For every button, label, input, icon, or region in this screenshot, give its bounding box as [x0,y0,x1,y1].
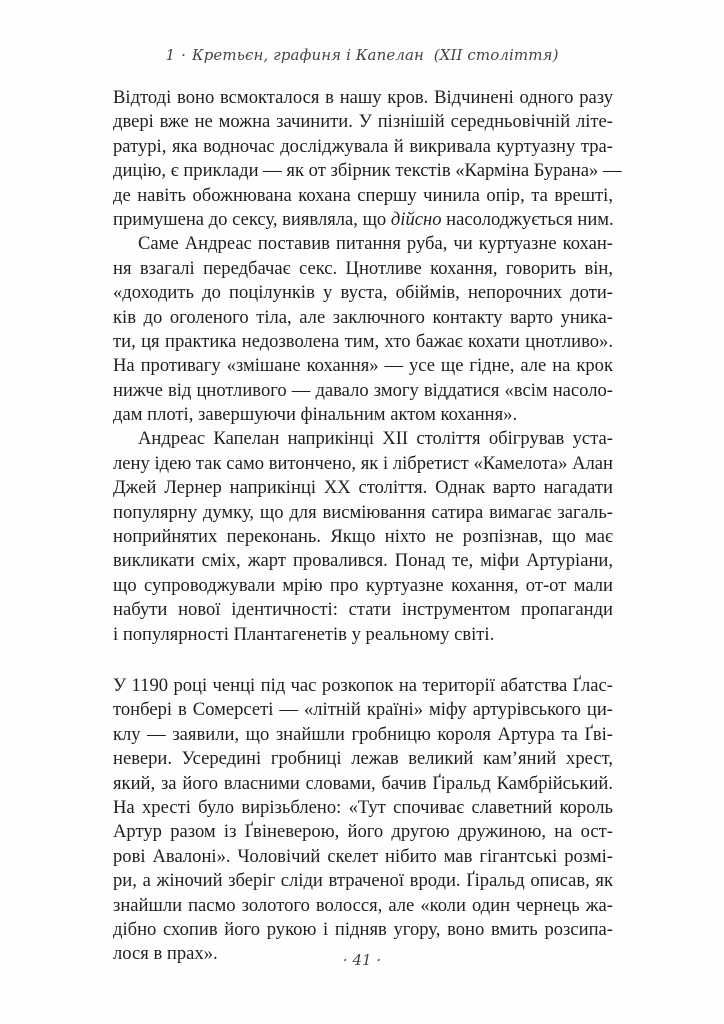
running-head [0,46,724,64]
text-line: невери. Усередині гробниці лежав великий кам’яний хрест, [113,748,613,770]
text-line: дам плоті, завершуючи фінальним актом кохання». [113,404,518,426]
text-line: тонбері в Сомерсеті — «літній країні» міфу артурівського ци- [113,699,613,721]
text-line: популярну думку, що для висміювання сатира вимагає загаль- [113,501,613,523]
text-line: що супроводжували мрію про куртуазне кохання, от-от мали [113,574,613,596]
chapter-number: 1 [165,46,176,64]
folio-dot-left: · [342,951,348,969]
text-line: рові Авалоні». Чоловічий скелет нібито мав гігантські розмі- [113,845,613,867]
emphasis-text: дійсно [390,208,442,230]
text-line: лося в прах». [113,943,218,965]
text-line: нижче від цнотливого — давало змогу віддатися «всім насоло- [113,379,613,401]
text-line: дицію, є приклади — як от збірник текстів «Карміна Бурана» — [113,160,622,182]
text-line: У 1190 році ченці під час розкопок на території абатства Ґлас- [113,674,613,696]
text-line: який, за його власними словами, бачив Ґіральд Камбрійський. [113,772,613,794]
text-fragment: примушена до сексу, виявляла, що [113,208,391,230]
section-break [113,647,613,674]
text-line: і популярності Плантагенетів у реальному світі. [113,623,495,645]
text-line: лену ідею так само витончено, як і лібретист «Камелота» Алан [113,452,613,474]
text-line: Відтоді воно всмокталося в нашу кров. Відчинені одного разу [113,87,613,108]
text-line: ня взагалі передбачає секс. Цнотливе кохання, говорить він, [113,257,613,279]
text-line: набути нової ідентичності: стати інструментом пропаганди [113,599,613,621]
text-line: На противагу «змішане кохання» — усе ще гідне, але на крок [113,355,613,377]
text-line: дібно схопив його рукою і підняв угору, воно вмить розсипа- [113,918,613,940]
text-line: ти, ця практика недозволена тим, хто бажає кохати цнотливо». [113,330,613,352]
text-line: Джей Лернер наприкінці XX століття. Однак варто нагадати [113,477,613,499]
body-text [113,86,622,967]
paragraph-3 [113,427,613,647]
text-line: знайшли пасмо золотого волосся, але «коли один чернець жа- [113,894,613,916]
text-line: ратурі, яка водночас досліджувала й викривала куртуазну тра- [113,135,613,157]
text-line: ри, а жіночий зберіг сліди втраченої вроди. Ґіральд описав, як [113,870,613,892]
page-number-footer [0,951,724,969]
text-line: викликати сміх, жарт провалився. Понад те, міфи Артуріани, [113,550,613,572]
text-line: двері вже не можна зачинити. У пізнішій середньовічній літе- [113,111,613,133]
page-number: 41 [352,951,372,969]
text-line: клу — заявили, що знайшли гробницю короля Артура та Ґві- [113,723,613,745]
text-line: Саме Андреас поставив питання руба, чи куртуазне кохан- [138,233,613,255]
text-line: На хресті було вирізьблено: «Тут спочиває славетний король [113,796,613,818]
text-fragment: насолоджується ним. [441,208,614,230]
text-line: Артур разом із Ґвіневерою, його другою дружиною, на ост- [113,821,613,843]
text-line: де навіть обожнювана кохана спершу чинила опір, та врешті, [113,184,613,206]
folio-dot-right: · [376,951,382,969]
text-line: «доходить до поцілунків у вуста, обіймів, непорочних доти- [113,282,613,304]
paragraph-1 [113,86,622,232]
paragraph-4 [113,674,613,967]
text-line: ноприйнятих переконань. Якщо ніхто не розпізнав, що має [113,526,613,548]
text-line: Андреас Капелан наприкінці XII століття обігрував уста- [138,428,613,450]
text-line: ків до оголеного тіла, але заключного контакту варто уника- [113,306,613,328]
paragraph-2 [113,232,613,427]
chapter-title: Кретьєн, графиня і Капелан (XII століття) [191,46,559,64]
text-line [113,208,613,232]
running-head-separator: · [181,46,186,64]
